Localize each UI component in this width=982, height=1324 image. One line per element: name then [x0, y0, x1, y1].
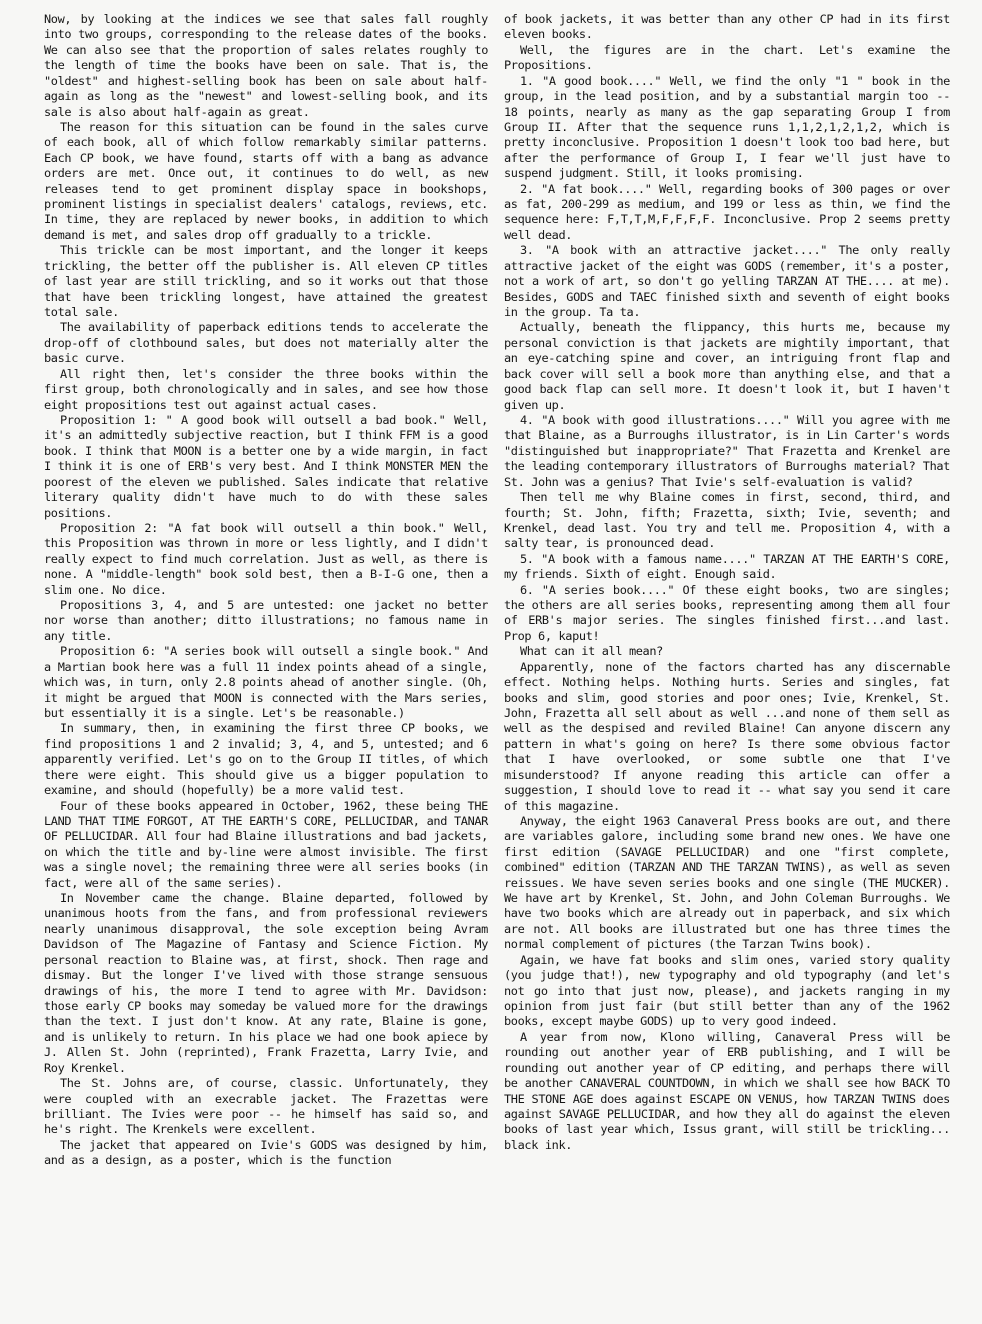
right-column [504, 12, 950, 1153]
paragraph: 5. "A book with a famous name...." TARZAN AT THE EARTH'S CORE, my friends. Sixth of eight. Enough said. [504, 551, 950, 582]
paragraph: Propositions 3, 4, and 5 are untested: one jacket no better nor worse than another; ditto illustrations; no famous name in any title. [44, 598, 488, 643]
paragraph: The jacket that appeared on Ivie's GODS was designed by him, and as a design, as a poster, which is the function [44, 1137, 488, 1168]
paragraph: What can it all mean? [520, 644, 663, 659]
paragraph: The St. Johns are, of course, classic. Unfortunately, they were coupled with an execrable jacket. The Frazettas were brilliant. The Ivies were poor -- he himself has said so, and he's right. The Krenkels were excellent. [44, 1076, 488, 1137]
paragraph: In November came the change. Blaine departed, followed by unanimous hoots from the fans, and from professional reviewers nearly unanimous disapproval, the sole exception being Avram Davidson of The Magazine of Fantasy and Science Fiction. My personal reaction to Blaine was, at first, shock. Then rage and dismay. But the longer I've lived with those strange sensuous drawings of his, the more I tend to agree with Mr. Davidson: those early CP books may someday be valued more for the drawings than the text. I just don't know. At any rate, Blaine is gone, and is unlikely to return. In his place we had one book apiece by J. Allen St. John (reprinted), Frank Frazetta, Larry Ivie, and Roy Krenkel. [44, 891, 488, 1075]
paragraph: Anyway, the eight 1963 Canaveral Press books are out, and there are variables galore, including some brand new ones. We have one first edition (SAVAGE PELLUCIDAR) and one "first complete, combined" edition (TARZAN AND THE TARZAN TWINS), as well as seven reissues. We have seven series books and one single (THE MUCKER). We have art by Krenkel, St. John, and John Coleman Burroughs. We have two books which are already out in paperback, and six which are not. All books are illustrated but one has three times the normal complement of pictures (the Tarzan Twins book). [504, 813, 950, 952]
paragraph: Again, we have fat books and slim ones, varied story quality (you judge that!), new typography and old typography (and let's not go into that just now, please), and jackets ranging in my opinion from just fair (but still better than any of the 1962 books, except maybe GODS) up to very good indeed. [504, 952, 950, 1029]
paragraph: Then tell me why Blaine comes in first, second, third, and fourth; St. John, fifth; Frazetta, sixth; Ivie, seventh; and Krenkel, dead last. You try and tell me. Proposition 4, with a salty tear, is pronounced dead. [504, 490, 950, 551]
paragraph: 4. "A book with good illustrations...." Will you agree with me that Blaine, as a Burroughs illustrator, is in Lin Carter's words "distinguished but inappropriate?" That Frazetta and Krenkel are the leading contemporary illustrators of Burroughs material? That St. John was a genius? That Ivie's self-evaluation is valid? [504, 412, 950, 489]
paragraph: The reason for this situation can be found in the sales curve of each book, all of which follow remarkably similar patterns. Each CP book, we have found, starts off with a bang as advance orders are met. Once out, it continues to do well, as new releases tend to get prominent display space in bookshops, prominent listings in specialist dealers' catalogs, reviews, etc. In time, they are replaced by newer books, in addition to which demand is met, and sales drop off gradually to a trickle. [44, 119, 488, 242]
paragraph: Proposition 6: "A series book will outsell a single book." And a Martian book here was a full 11 index points ahead of a single, which was, in turn, only 2.8 points ahead of another single. (Oh, it might be argued that MOON is connected with the Mars series, but essentially it is a single. Let's be reasonable.) [44, 644, 488, 720]
paragraph: 6. "A series book...." Of these eight books, two are singles; the others are all series books, representing among them all four of ERB's major series. The singles finished first...and last. Prop 6, kaput! [504, 582, 950, 643]
paragraph: All right then, let's consider the three books within the first group, both chronologically and in sales, and see how those eight propositions test out against actual cases. [44, 366, 488, 412]
paragraph: This trickle can be most important, and the longer it keeps trickling, the better off the publisher is. All eleven CP titles of last year are still trickling, and so it works out that those that have been trickling longest, have attained the greatest total sale. [44, 243, 488, 320]
paragraph: Apparently, none of the factors charted has any discernable effect. Nothing helps. Nothing hurts. Series and singles, fat books and slim, good stories and poor ones; Ivie, Krenkel, St. John, Frazetta all sell about as well ...and none of them sell as well as the despised and reviled Blaine! Can anyone discern any pattern in what's going on here? Is there some obvious factor that I have overlooked, or some subtle one that I've misunderstood? If anyone reading this article can offer a suggestion, I should love to read it -- what say you send it care of this magazine. [504, 659, 950, 813]
paragraph: Proposition 1: " A good book will outsell a bad book." Well, it's an admittedly subjective reaction, but I think FFM is a good book. I think that MOON is a better one by a wide margin, in fact I think it is one of ERB's very best. And I think MONSTER MEN the poorest of the eleven we published. Sales indicate that relative literary quality didn't have much to do with these sales positions. [44, 412, 488, 520]
paragraph: 2. "A fat book...." Well, regarding books of 300 pages or over as fat, 200-299 as medium, and 199 or less as thin, we find the sequence here: F,T,T,M,F,F,F,F. Inconclusive. Prop 2 seems pretty well dead. [504, 181, 950, 242]
paragraph: 3. "A book with an attractive jacket...." The only really attractive jacket of the eight was GODS (remember, it's a poster, not a work of art, so don't go yelling TARZAN AT THE.... at me). Besides, GODS and TAEC finished sixth and seventh of eight books in the group. Ta ta. [504, 243, 950, 320]
paragraph: Now, by looking at the indices we see that sales fall roughly into two groups, corresponding to the release dates of the books. We can also see that the proportion of sales relates roughly to the length of time the books have been on sale. That is, the "oldest" and highest-selling book has been on sale about half-again as long as the "newest" and lowest-selling book, and its sale is also about half-again as great. [44, 12, 488, 119]
paragraph: A year from now, Klono willing, Canaveral Press will be rounding out another year of ERB publishing, and I will be rounding out another year of CP editing, and perhaps there will be another CANAVERAL COUNTDOWN, in which we shall see how BACK TO THE STONE AGE does against ESCAPE ON VENUS, how TARZAN TWINS does against SAVAGE PELLUCIDAR, and how they all do against the eleven books of last year which, Issus grant, will still be trickling... black ink. [504, 1029, 950, 1152]
paragraph: In summary, then, in examining the first three CP books, we find propositions 1 and 2 invalid; 3, 4, and 5, untested; and 6 apparently verified. Let's go on to the Group II titles, of which there were eight. This should give us a bigger population to examine, and should (hopefully) be a more valid test. [44, 721, 488, 798]
paragraph: of book jackets, it was better than any other CP had in its first eleven books. [504, 12, 950, 42]
paragraph: Four of these books appeared in October, 1962, these being THE LAND THAT TIME FORGOT, AT THE EARTH'S CORE, PELLUCIDAR, and TANAR OF PELLUCIDAR. All four had Blaine illustrations and bad jackets, on which the title and by-line were almost invisible. The first was a single novel; the remaining three were all series books (in fact, were all of the same series). [44, 798, 488, 890]
paragraph: Actually, beneath the flippancy, this hurts me, because my personal conviction is that jackets are mightily important, that an eye-catching spine and cover, an intriguing front flap and back cover will sell a book more than anything else, and that a good back flap can sell more. It doesn't look it, but I haven't given up. [504, 320, 950, 412]
paragraph: Proposition 2: "A fat book will outsell a thin book." Well, this Proposition was thrown in more or less lightly, and I didn't really expect to find much correlation. Just as well, as there is none. A "middle-length" book sold best, then a B-I-G one, then a slim one. No dice. [44, 520, 488, 597]
paragraph: The availability of paperback editions tends to accelerate the drop-off of clothbound sales, but does not materially alter the basic curve. [44, 320, 488, 366]
paragraph: 1. "A good book...." Well, we find the only "1 " book in the group, in the lead position, and by a substantial margin too -- 18 points, nearly as many as the gap separating Group I from Group II. After that the sequence runs 1,1,2,1,2,1,2, which is pretty inconclusive. Proposition 1 doesn't look too bad here, but after the performance of Group I, I fear we'll just have to suspend judgment. Still, it looks promising. [504, 73, 950, 181]
paragraph: Well, the figures are in the chart. Let's examine the Propositions. [504, 42, 950, 73]
left-column [44, 12, 488, 1169]
